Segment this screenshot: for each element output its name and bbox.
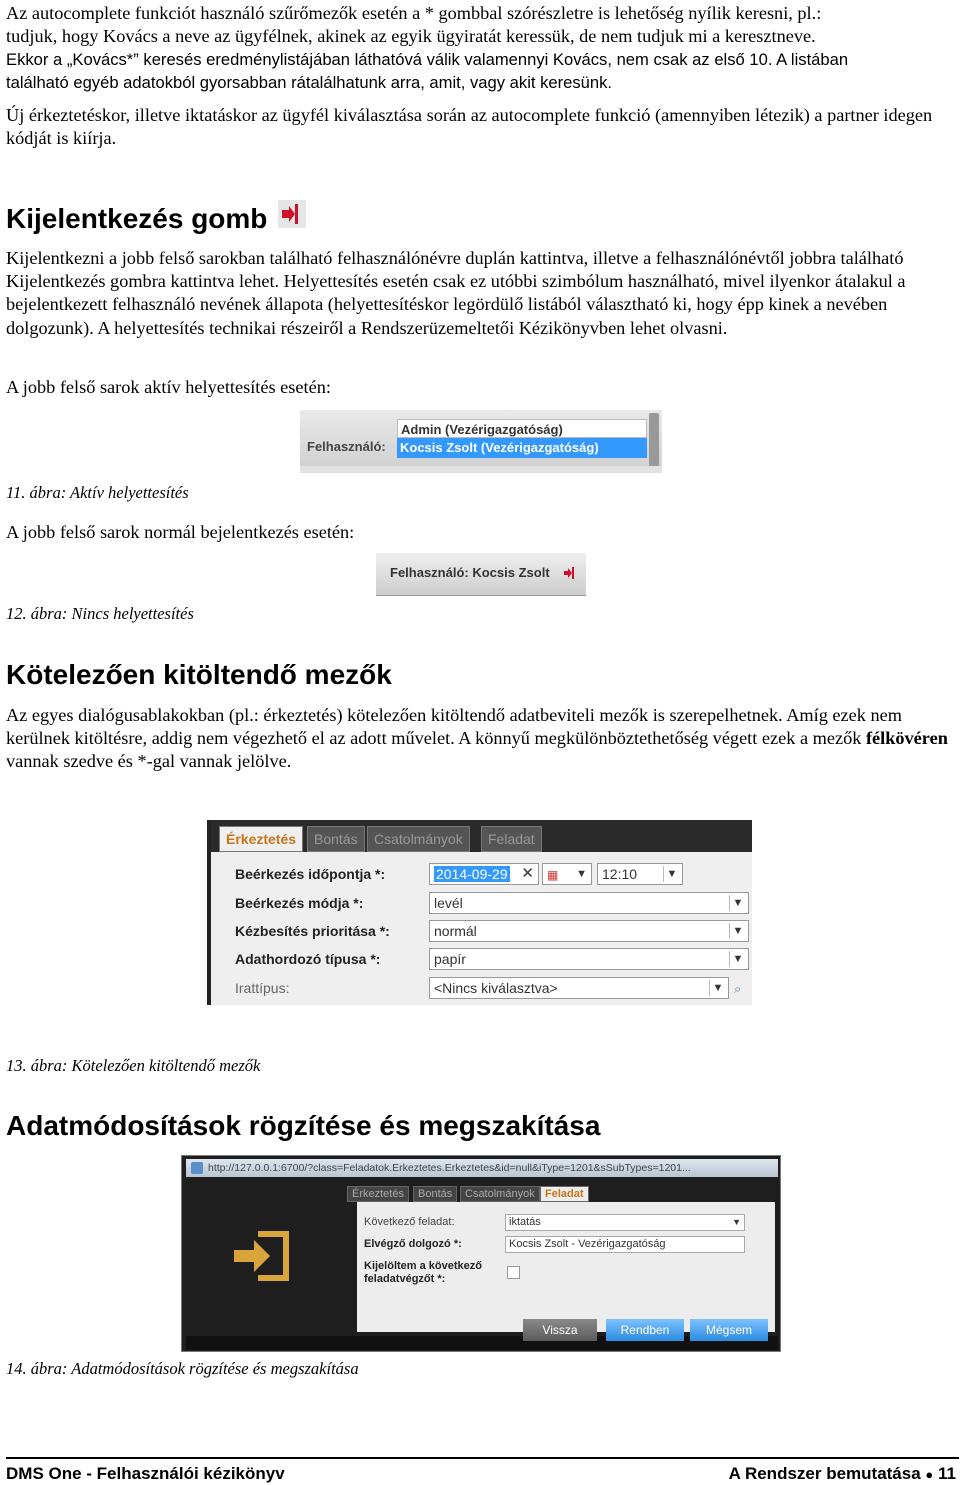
exit-arrow-icon — [230, 1230, 292, 1282]
field-label-arrival-time: Beérkezés időpontja *: — [235, 866, 386, 882]
user-name-label[interactable]: Felhasználó: Kocsis Zsolt — [390, 565, 550, 580]
logout-icon — [278, 200, 306, 228]
chevron-down-icon: ▼ — [732, 1217, 741, 1227]
substitution-option-admin[interactable]: Admin (Vezérigazgatóság) — [397, 419, 647, 438]
figure-13-caption: 13. ábra: Kötelezően kitöltendő mezők — [6, 1056, 261, 1075]
chevron-down-icon: ▼ — [729, 951, 746, 967]
logout-body: Kijelentkezni a jobb felső sarokban található felhasználónévre duplán kattintva, illetve a felhasználónévtől jobbra található Kijelentkezés gombra kattintva lehet. Helyettesítés esetén csak ez utóbbi szimbólum használható, mivel ilyenkor átalakul a bejelentkezett felhasználó nevének állapota (helyettesítéskor legördülő listából választható ki, hogy épp kinek a nevében dolgozunk). A helyettesítés technikai részeiről a Rendszerüzemeltetői Kézikönyvben lehet olvasni. — [6, 248, 906, 338]
next-task-select[interactable] — [505, 1214, 745, 1231]
tab-bontas[interactable]: Bontás — [413, 1186, 457, 1202]
arrival-date-value: 2014-09-29 — [436, 866, 508, 882]
field-label-medium-type: Adathordozó típusa *: — [235, 951, 381, 967]
tab-csatolmanyok[interactable]: Csatolmányok — [460, 1186, 540, 1202]
footer-right — [729, 1464, 956, 1485]
figure-no-substitution — [376, 553, 586, 596]
medium-type-value: papír — [434, 951, 466, 967]
tab-feladat[interactable]: Feladat — [540, 1186, 589, 1202]
tab-feladat[interactable]: Feladat — [481, 826, 542, 852]
arrival-mode-select[interactable] — [429, 892, 749, 914]
figure-bottom-strip — [300, 466, 662, 473]
figure-14-caption: 14. ábra: Adatmódosítások rögzítése és megszakítása — [6, 1359, 359, 1378]
chevron-down-icon: ▼ — [729, 923, 746, 939]
active-substitution-intro: A jobb felső sarok aktív helyettesítés esetén: — [6, 377, 331, 397]
search-icon[interactable]: ⌕ — [734, 981, 742, 996]
chevron-down-icon: ▼ — [729, 895, 746, 911]
footer-title: DMS One - Felhasználói kézikönyv — [6, 1464, 285, 1483]
tab-bar — [211, 820, 752, 852]
field-label-arrival-mode: Beérkezés módja *: — [235, 895, 364, 911]
tab-bontas[interactable]: Bontás — [307, 826, 365, 852]
required-fields-body: Az egyes dialógusablakokban (pl.: érkeztetés) kötelezően kitöltendő adatbeviteli mezők is szerepelhetnek. Amíg ezek nem kerülnek kitöltésre, addig nem végezhető el az adott művelet. A könnyű megkülönböztethetőség végett ezek a mezők félkövéren vannak szedve és *-gal vannak jelölve. — [6, 705, 948, 772]
intro-line-4: található egyéb adatokból gyorsabban rátalálhatunk arra, amit, vagy akit keresünk. — [6, 73, 613, 92]
field-label-assignee: Elvégző dolgozó *: — [364, 1238, 462, 1250]
footer-section: A Rendszer bemutatása — [728, 1464, 921, 1483]
medium-type-select[interactable] — [429, 948, 749, 970]
next-task-value: iktatás — [509, 1216, 541, 1228]
required-fields-heading: Kötelezően kitöltendő mezők — [6, 659, 392, 690]
substitution-option-selected[interactable]: Kocsis Zsolt (Vezérigazgatóság) — [397, 438, 647, 458]
assignee-value: Kocsis Zsolt - Vezérigazgatóság — [509, 1238, 666, 1250]
normal-login-intro: A jobb felső sarok normál bejelentkezés esetén: — [6, 522, 355, 542]
dropdown-scrollbar[interactable] — [649, 413, 659, 470]
clear-icon[interactable]: ✕ — [521, 865, 534, 882]
next-assignee-checkbox[interactable] — [507, 1266, 520, 1279]
arrival-mode-value: levél — [434, 895, 463, 911]
tab-erkeztetes[interactable]: Érkeztetés — [347, 1186, 409, 1202]
figure-active-substitution — [300, 410, 662, 473]
document-type-value: <Nincs kiválasztva> — [434, 980, 558, 996]
changes-heading: Adatmódosítások rögzítése és megszakítása — [6, 1110, 601, 1141]
intro-paragraph-2: Új érkeztetéskor, illetve iktatáskor az ügyfél kiválasztása során az autocomplete funkció (amennyiben létezik) a partner idegen kódját is kiírja. — [6, 105, 933, 149]
back-button[interactable]: Vissza — [523, 1319, 597, 1341]
figure-11-caption: 11. ábra: Aktív helyettesítés — [6, 483, 189, 502]
logout-heading: Kijelentkezés gomb — [6, 203, 268, 234]
calendar-icon: ▦ — [547, 868, 559, 882]
ok-button[interactable]: Rendben — [606, 1319, 684, 1341]
document-type-select[interactable] — [429, 977, 729, 999]
intro-line-2: tudjuk, hogy Kovács a neve az ügyfélnek, akinek az egyik ügyiratát keressük, de nem tudjuk mi a keresztneve. — [6, 26, 816, 46]
address-bar[interactable]: http://127.0.0.1:6700/?class=Feladatok.Erkeztetes.Erkeztetes&id=null&iType=1201&sSubTypes=1201... — [186, 1159, 778, 1177]
chevron-down-icon: ▼ — [663, 866, 680, 882]
arrival-time-select[interactable] — [597, 863, 683, 885]
page-icon — [191, 1162, 203, 1174]
arrival-date-input[interactable] — [429, 863, 539, 885]
chevron-down-icon: ▼ — [576, 868, 587, 880]
calendar-dropdown[interactable] — [542, 863, 592, 885]
intro-line-3: Ekkor a „Kovács*” keresés eredménylistájában láthatóvá válik valamennyi Kovács, nem csak az első 10. A listában — [6, 50, 849, 69]
footer-rule — [6, 1457, 959, 1459]
task-panel — [357, 1202, 775, 1332]
logout-button-icon[interactable] — [562, 565, 578, 581]
delivery-priority-select[interactable] — [429, 920, 749, 942]
field-label-document-type: Irattípus: — [235, 980, 290, 996]
assignee-input[interactable] — [505, 1236, 745, 1253]
footer-bullet: ● — [925, 1467, 934, 1482]
intro-line-1: Az autocomplete funkciót használó szűrőmezők esetén a * gombbal szórészletre is lehetőség nyílik keresni, pl.: — [6, 3, 822, 23]
chevron-down-icon: ▼ — [709, 980, 726, 996]
field-label-delivery-priority: Kézbesítés prioritása *: — [235, 923, 390, 939]
delivery-priority-value: normál — [434, 923, 477, 939]
page-number: 11 — [938, 1464, 956, 1483]
arrival-time-value: 12:10 — [602, 866, 638, 882]
tab-erkeztetes[interactable]: Érkeztetés — [219, 826, 303, 852]
figure-save-cancel — [181, 1155, 781, 1352]
cancel-button[interactable]: Mégsem — [690, 1319, 768, 1341]
figure-12-caption: 12. ábra: Nincs helyettesítés — [6, 604, 194, 623]
figure-required-fields — [207, 820, 752, 1005]
user-label: Felhasználó: — [307, 439, 386, 454]
field-label-next-task: Következő feladat: — [364, 1216, 455, 1228]
tab-csatolmanyok[interactable]: Csatolmányok — [367, 826, 470, 852]
field-label-next-assignee-chosen: Kijelöltem a következő feladatvégzőt *: — [364, 1260, 482, 1285]
